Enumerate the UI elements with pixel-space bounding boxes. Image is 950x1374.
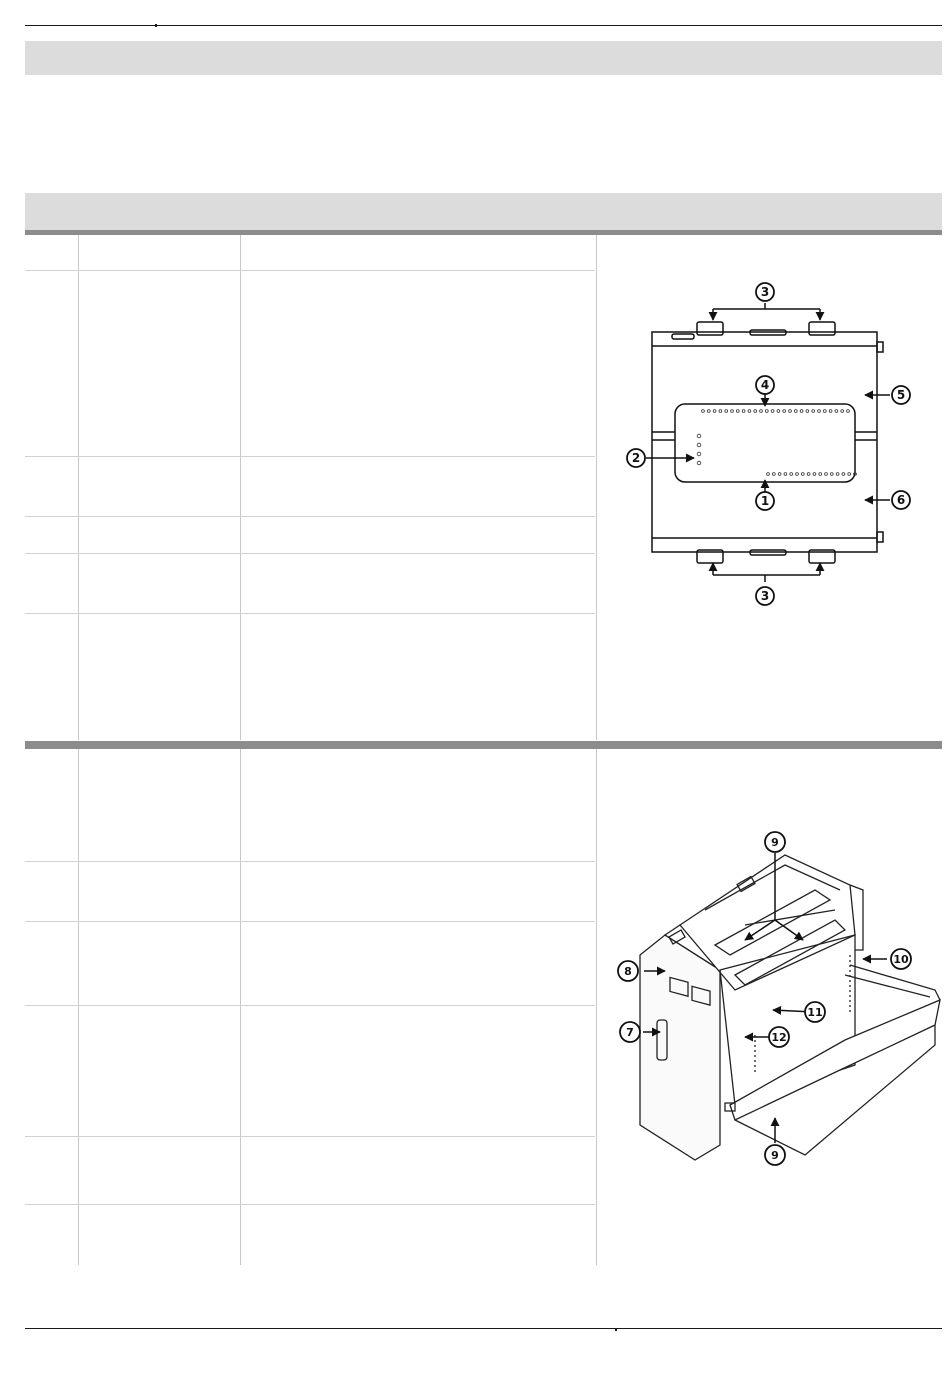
terminal-dot [789,410,792,413]
callout-label: 5 [896,388,906,402]
callout-label: 7 [626,1026,634,1039]
footer-rule-tick [615,1328,617,1331]
terminal-dot [818,410,821,413]
callout-label: 8 [624,965,632,978]
terminal-dot [707,410,710,413]
terminal-dot [772,473,775,476]
table2-row-divider [25,921,595,922]
callout-label: 3 [760,285,770,299]
terminal-dot [765,410,768,413]
table2-row-divider [25,861,595,862]
terminal-dot [835,410,838,413]
terminal-dot [829,410,832,413]
terminal-dot [796,473,799,476]
terminal-dot [848,473,851,476]
table2-row-divider [25,1136,595,1137]
terminal-dot [830,473,833,476]
table1-row-divider [25,553,595,554]
callout-label: 1 [760,494,770,508]
terminal-dot [771,410,774,413]
device-top-view-figure [600,270,940,615]
terminal-dot [790,473,793,476]
terminal-dot [812,410,815,413]
terminal-dot [806,410,809,413]
callout-label: 9 [771,836,779,849]
terminal-dot [777,410,780,413]
terminal-dot [801,473,804,476]
table2-row-divider [25,1005,595,1006]
terminal-dot [783,410,786,413]
terminal-dot [719,410,722,413]
terminal-dot [836,473,839,476]
table2-col-divider [596,749,597,1265]
terminal-dot [841,410,844,413]
terminal-dot [800,410,803,413]
terminal-dot [823,410,826,413]
callout-label: 6 [896,493,906,507]
terminal-dot [702,410,705,413]
section-heading-band [25,41,942,75]
terminal-dot [825,473,828,476]
terminal-dot [713,410,716,413]
terminal-dot [748,410,751,413]
terminal-dot [778,473,781,476]
terminal-dot [847,410,850,413]
footer-rule [25,1328,942,1329]
terminal-dot [784,473,787,476]
terminal-dot [794,410,797,413]
terminal-dot [760,410,763,413]
table1-row-divider [25,613,595,614]
table-heading-bar [25,230,942,235]
table-heading-band [25,193,942,230]
table-divider-bar [25,741,942,749]
terminal-dot [813,473,816,476]
callout-label: 4 [760,378,770,392]
header-rule-tick [155,24,157,27]
header-rule [25,25,942,26]
table1-col-divider [596,235,597,740]
callout-label: 10 [893,953,909,966]
terminal-dot [842,473,845,476]
terminal-dot [807,473,810,476]
terminal-dot [767,473,770,476]
callout-label: 3 [760,589,770,603]
table1-col-divider [78,235,79,740]
terminal-dot [819,473,822,476]
terminal-dot [742,410,745,413]
terminal-dot [725,410,728,413]
terminal-dot [736,410,739,413]
table1-row-divider [25,270,595,271]
table2-col-divider [240,749,241,1265]
terminal-dot [731,410,734,413]
callout-label: 9 [771,1149,779,1162]
callout-label: 12 [771,1031,787,1044]
table2-row-divider [25,1204,595,1205]
terminal-dot [754,410,757,413]
callout-label: 2 [631,451,641,465]
table1-col-divider [240,235,241,740]
callout-label: 11 [807,1006,823,1019]
table2-col-divider [78,749,79,1265]
table1-row-divider [25,516,595,517]
device-perspective-figure [605,825,945,1170]
table1-row-divider [25,456,595,457]
